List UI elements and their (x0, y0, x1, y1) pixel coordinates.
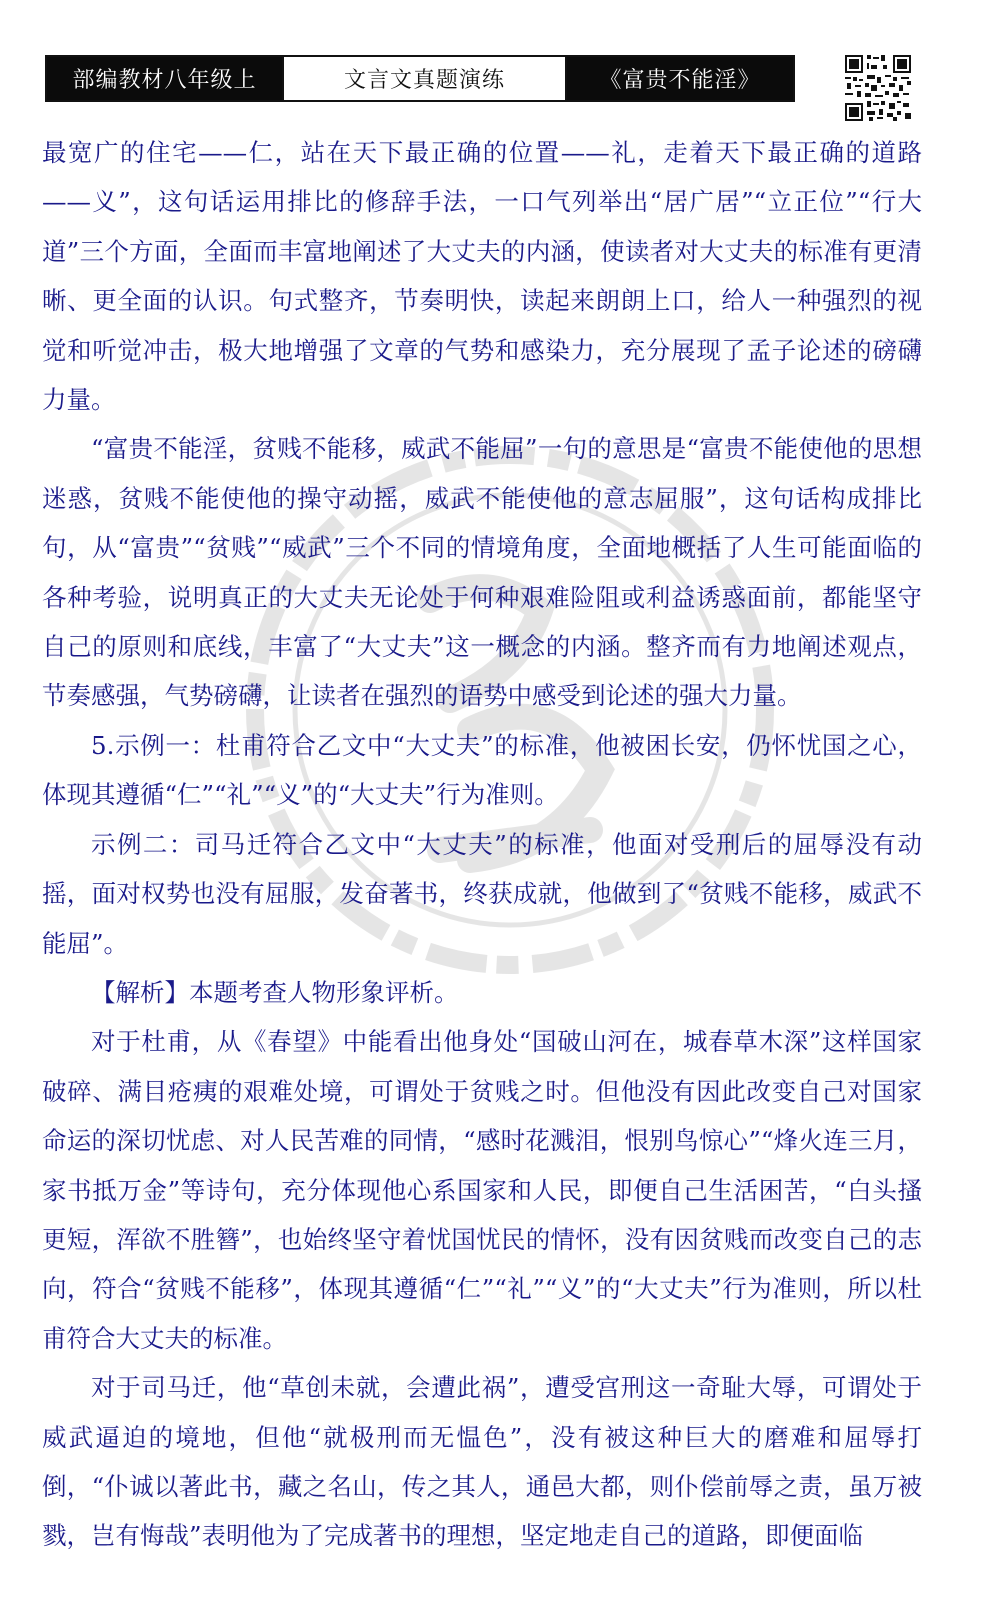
qr-code-icon (843, 53, 913, 123)
header-bar (45, 55, 795, 102)
answer-content (42, 128, 922, 1561)
paragraph: “富贵不能淫，贫贱不能移，威武不能屈”一句的意思是“富贵不能使他的思想迷惑，贫贱不能使他的操守动摇，威武不能使他的意志屈服”，这句话构成排比句，从“富贵”“贫贱”“威武”三个不同的情境角度，全面地概括了人生可能面临的各种考验，说明真正的大丈夫无论处于何种艰难险阻或利益诱惑面前，都能坚守自己的原则和底线，丰富了“大丈夫”这一概念的内涵。整齐而有力地阐述观点，节奏感强，气势磅礴，让读者在强烈的语势中感受到论述的强大力量。 (42, 434, 922, 711)
paragraph: 对于司马迁，他“草创未就，会遭此祸”，遭受宫刑这一奇耻大辱，可谓处于威武逼迫的境地，但他“就极刑而无愠色”，没有被这种巨大的磨难和屈辱打倒，“仆诚以著此书，藏之名山，传之其人，通邑大都，则仆偿前辱之责，虽万被戮，岂有悔哉”表明他为了完成著书的理想，坚定地走自己的道路，即便面临 (42, 1373, 922, 1551)
paragraph: 【解析】本题考查人物形象评析。 (91, 977, 459, 1007)
header-textbook-label: 部编教材八年级上 (47, 57, 282, 100)
paragraph: 示例二：司马迁符合乙文中“大丈夫”的标准，他面对受刑后的屈辱没有动摇，面对权势也没有屈服，发奋著书，终获成就，他做到了“贫贱不能移，威武不能屈”。 (42, 829, 922, 958)
paragraph: 5.示例一：杜甫符合乙文中“大丈夫”的标准，他被困长安，仍怀忧国之心，体现其遵循“仁”“礼”“义”的“大丈夫”行为准则。 (42, 730, 922, 810)
header-section-title: 文言文真题演练 (282, 57, 567, 100)
header-article-title: 《富贵不能淫》 (567, 57, 793, 100)
paragraph: 对于杜甫，从《春望》中能看出他身处“国破山河在，城春草木深”这样国家破碎、满目疮痍的艰难处境，可谓处于贫贱之时。但他没有因此改变自己对国家命运的深切忧虑、对人民苦难的同情，“感时花溅泪，恨别鸟惊心”“烽火连三月，家书抵万金”等诗句，充分体现他心系国家和人民，即便自己生活困苦，“白头搔更短，浑欲不胜簪”，也始终坚守着忧国忧民的情怀，没有因贫贱而改变自己的志向，符合“贫贱不能移”，体现其遵循“仁”“礼”“义”的“大丈夫”行为准则，所以杜甫符合大丈夫的标准。 (42, 1027, 923, 1353)
paragraph: 最宽广的住宅——仁，站在天下最正确的位置——礼，走着天下最正确的道路——义”，这句话运用排比的修辞手法，一口气列举出“居广居”“立正位”“行大道”三个方面，全面而丰富地阐述了大丈夫的内涵，使读者对大丈夫的标准有更清晰、更全面的认识。句式整齐，节奏明快，读起来朗朗上口，给人一种强烈的视觉和听觉冲击，极大地增强了文章的气势和感染力，充分展现了孟子论述的磅礴力量。 (42, 138, 922, 415)
